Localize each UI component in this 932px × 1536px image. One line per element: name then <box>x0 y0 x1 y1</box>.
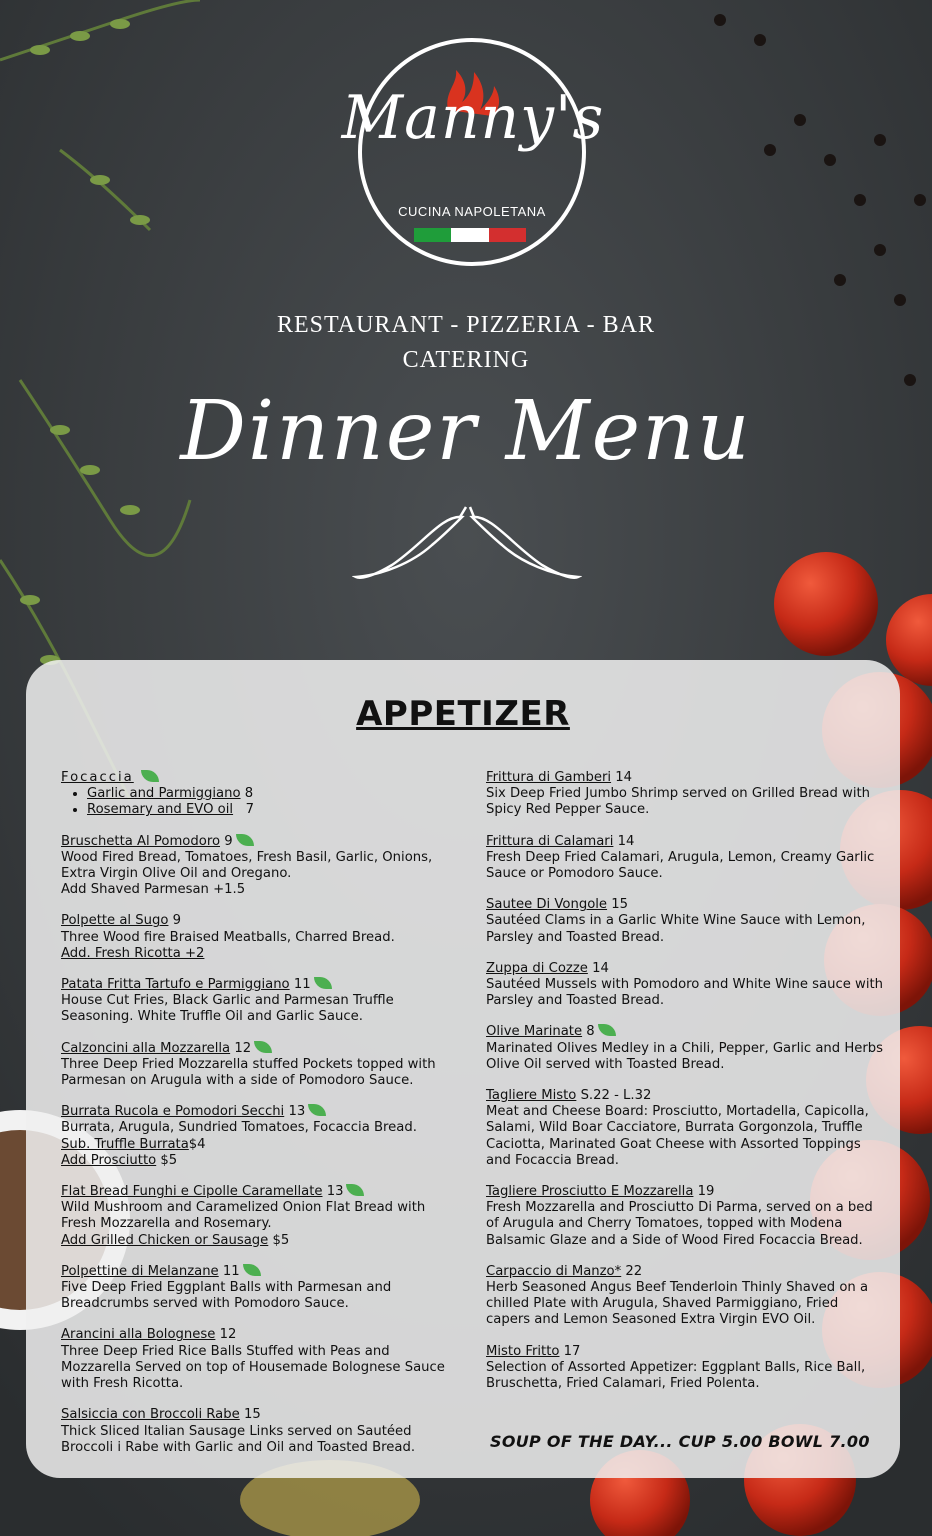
item-desc: Herb Seasoned Angus Beef Tenderloin Thinly Shaved on a chilled Plate with Arugula, Shaved Parmiggiano, Fried capers and Lemon Seasoned Extra Virgin EVO Oil. <box>486 1280 869 1328</box>
menu-item <box>486 1264 886 1329</box>
item-desc: Burrata, Arugula, Sundried Tomatoes, Focaccia Bread. <box>61 1120 417 1136</box>
item-name: Flat Bread Funghi e Cipolle Caramellate <box>61 1184 323 1200</box>
item-price: 9 <box>172 913 182 929</box>
menu-item <box>61 1407 461 1456</box>
item-desc: Sautéed Clams in a Garlic White Wine Sauce with Lemon, Parsley and Toasted Bread. <box>486 913 866 945</box>
chili-peppers-icon <box>352 505 582 587</box>
item-name: Focaccia <box>61 770 134 785</box>
menu-item <box>61 1041 461 1090</box>
item-desc: Wild Mushroom and Caramelized Onion Flat Bread with Fresh Mozzarella and Rosemary. <box>61 1200 426 1232</box>
item-desc: Meat and Cheese Board: Prosciutto, Mortadella, Capicolla, Salami, Wild Boar Cacciatore, Burrata Gorgonzola, Truffle Caciotta, Marinated Goat Cheese with Assorted Toppings and Focaccia Bread. <box>486 1104 869 1168</box>
option-price: 7 <box>245 802 255 818</box>
leaf-icon <box>243 1264 261 1276</box>
item-price: 22 <box>625 1263 643 1279</box>
leaf-icon <box>314 977 332 989</box>
menu-item <box>486 1184 886 1249</box>
item-desc: Selection of Assorted Appetizer: Eggplant Balls, Rice Ball, Bruschetta, Fried Calamari, Fried Polenta. <box>486 1359 866 1392</box>
item-name: Arancini alla Bolognese <box>61 1327 216 1343</box>
menu-item <box>61 1184 461 1249</box>
leaf-icon <box>598 1024 616 1036</box>
item-name: Frittura di Gamberi <box>486 770 612 785</box>
item-price: 14 <box>615 770 633 785</box>
item-name: Tagliere Prosciutto E Mozzarella <box>486 1184 694 1200</box>
item-name: Zuppa di Cozze <box>486 960 588 976</box>
tagline-catering: CATERING <box>402 347 530 373</box>
menu-item <box>486 897 886 946</box>
menu-item <box>486 1088 886 1169</box>
item-desc: Fresh Deep Fried Calamari, Arugula, Lemon, Creamy Garlic Sauce or Pomodoro Sauce. <box>486 849 875 882</box>
leaf-icon <box>308 1104 326 1116</box>
menu-item <box>61 1327 461 1392</box>
right-column <box>486 770 886 1407</box>
item-name: Polpettine di Melanzane <box>61 1263 219 1279</box>
item-name: Tagliere Misto <box>486 1088 577 1104</box>
menu-item <box>486 961 886 1010</box>
menu-item <box>61 913 461 962</box>
tagline: RESTAURANT - PIZZERIA - BAR <box>277 312 655 338</box>
addon-name: Add Grilled Chicken or Sausage <box>61 1232 269 1248</box>
menu-item <box>61 834 461 899</box>
item-name: Frittura di Calamari <box>486 833 614 849</box>
leaf-icon <box>254 1041 272 1053</box>
menu-item <box>61 1104 461 1169</box>
brand-subtitle: CUCINA NAPOLETANA <box>398 204 546 219</box>
item-desc: Six Deep Fried Jumbo Shrimp served on Grilled Bread with Spicy Red Pepper Sauce. <box>486 786 871 818</box>
italian-flag <box>414 228 526 242</box>
item-price: S.22 - L.32 <box>580 1088 652 1104</box>
item-price: 13 <box>288 1104 306 1120</box>
left-column <box>61 770 461 1471</box>
item-desc: Marinated Olives Medley in a Chili, Pepper, Garlic and Herbs Olive Oil served with Toasted Bread. <box>486 1040 884 1072</box>
item-desc: Five Deep Fried Eggplant Balls with Parmesan and Breadcrumbs served with Pomodoro Sauce. <box>61 1280 392 1312</box>
menu-item <box>61 1264 461 1313</box>
item-price: 11 <box>222 1263 240 1279</box>
item-price: 14 <box>592 960 609 976</box>
item-addon: Add Shaved Parmesan +1.5 <box>61 882 246 898</box>
item-price: 14 <box>617 833 635 849</box>
menu-title: Dinner Menu <box>180 384 752 479</box>
item-price: 12 <box>219 1327 237 1343</box>
item-name: Carpaccio di Manzo* <box>486 1263 622 1279</box>
addon-name: Sub. Truffle Burrata <box>61 1136 189 1152</box>
menu-item <box>486 1024 886 1073</box>
item-desc: Wood Fired Bread, Tomatoes, Fresh Basil, Garlic, Onions, Extra Virgin Olive Oil and Oregano. <box>61 849 433 882</box>
item-name: Bruschetta Al Pomodoro <box>61 833 221 849</box>
item-name: Salsiccia con Broccoli Rabe <box>61 1407 240 1423</box>
option-name: Rosemary and EVO oil <box>87 802 234 818</box>
item-name: Polpette al Sugo <box>61 913 169 929</box>
item-desc: Three Deep Fried Rice Balls Stuffed with Peas and Mozzarella Served on top of Housemade Bolognese Sauce with Fresh Ricotta. <box>61 1343 445 1392</box>
item-price: 13 <box>326 1184 344 1200</box>
item-name: Patata Fritta Tartufo e Parmiggiano <box>61 977 290 993</box>
item-desc: Three Wood fire Braised Meatballs, Charred Bread. <box>61 929 395 945</box>
addon-price: $5 <box>272 1232 290 1248</box>
item-desc: Three Deep Fried Mozzarella stuffed Pockets topped with Parmesan on Arugula with a side of Pomodoro Sauce. <box>61 1056 436 1089</box>
brand-name: Manny's <box>341 83 605 153</box>
item-desc: Sautéed Mussels with Pomodoro and White Wine sauce with Parsley and Toasted Bread. <box>486 977 884 1009</box>
item-price: 8 <box>586 1024 595 1040</box>
item-desc: Fresh Mozzarella and Prosciutto Di Parma, served on a bed of Arugula and Cherry Tomatoes, topped with Modena Balsamic Glaze and a Side of Wood Fired Focaccia Bread. <box>486 1200 873 1248</box>
item-price: 9 <box>224 833 233 849</box>
option-price: 8 <box>244 786 254 802</box>
soup-of-the-day: SOUP OF THE DAY... CUP 5.00 BOWL 7.00 <box>490 1432 870 1451</box>
section-title: APPETIZER <box>356 694 570 734</box>
leaf-icon <box>346 1184 364 1196</box>
item-name: Burrata Rucola e Pomodori Secchi <box>61 1104 285 1120</box>
addon-price: $5 <box>160 1152 178 1168</box>
menu-item <box>61 770 461 819</box>
item-price: 15 <box>611 897 629 913</box>
item-addon: Add. Fresh Ricotta +2 <box>61 945 205 961</box>
item-name: Olive Marinate <box>486 1024 583 1040</box>
item-price: 15 <box>243 1407 261 1423</box>
addon-name: Add Prosciutto <box>61 1152 157 1168</box>
item-price: 12 <box>234 1040 252 1056</box>
menu-item <box>486 770 886 819</box>
menu-item <box>61 977 461 1026</box>
item-desc: Thick Sliced Italian Sausage Links served on Sautéed Broccoli i Rabe with Garlic and Oil and Toasted Bread. <box>61 1423 416 1455</box>
menu-item <box>486 1344 886 1393</box>
item-name: Calzoncini alla Mozzarella <box>61 1040 231 1056</box>
item-name: Sautee Di Vongole <box>486 897 608 913</box>
addon-price: $4 <box>188 1136 206 1152</box>
menu-item <box>486 834 886 883</box>
item-price: 19 <box>697 1184 715 1200</box>
option-name: Garlic and Parmiggiano <box>87 786 241 802</box>
item-desc: House Cut Fries, Black Garlic and Parmesan Truffle Seasoning. White Truffle Oil and Garlic Sauce. <box>61 993 394 1025</box>
leaf-icon <box>236 834 254 846</box>
leaf-icon <box>141 770 159 782</box>
item-name: Misto Fritto <box>486 1343 560 1359</box>
item-price: 17 <box>563 1343 581 1359</box>
menu-panel <box>26 660 900 1478</box>
item-price: 11 <box>293 977 311 993</box>
